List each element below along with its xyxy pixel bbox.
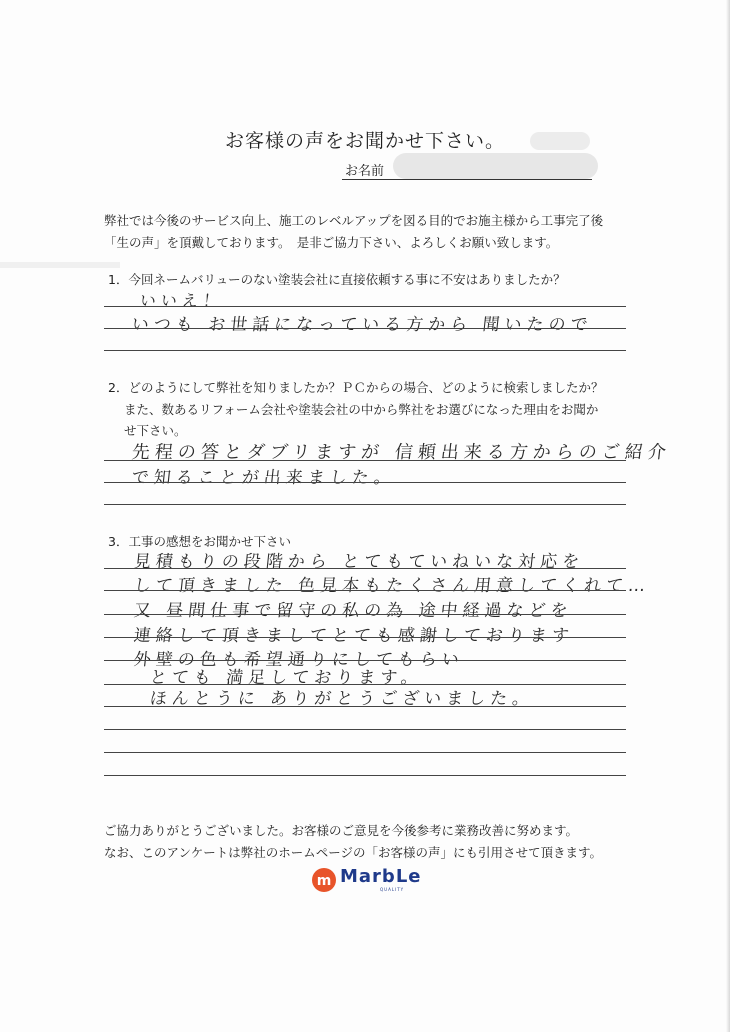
logo-subtext: QUALITY xyxy=(380,887,405,892)
q3-answer-line-3: 又 昼間仕事で留守の私の為 途中経過などを xyxy=(132,601,574,621)
name-underline xyxy=(342,179,592,180)
answer-rule xyxy=(104,568,626,569)
intro-line-1: 弊社では今後のサービス向上、施工のレベルアップを図る目的でお施主様から工事完了後 xyxy=(104,213,604,228)
footer-line-2: なお、このアンケートは弊社のホームページの「お客様の声」にも引用させて頂きます。 xyxy=(104,845,603,860)
q2-question-line-3: せ下さい。 xyxy=(124,423,187,438)
answer-rule xyxy=(104,590,626,591)
q3-answer-line-4: 連絡して頂きましてとても感謝しております xyxy=(132,626,575,646)
q2-question-line-2: また、数あるリフォーム会社や塗装会社の中から弊社をお選びになった理由をお聞か xyxy=(124,402,599,417)
intro-line-2: 「生の声」を頂戴しております。 是非ご協力下さい、よろしくお願い致します。 xyxy=(104,235,559,250)
q3-answer-line-6: とても 満足しております。 xyxy=(148,668,424,688)
q3-answer-line-1: 見積もりの段階から とてもていねいな対応を xyxy=(132,552,586,572)
scan-mark xyxy=(0,262,120,268)
q2-answer-line-2: で知ることが出来ました。 xyxy=(130,468,397,488)
answer-rule xyxy=(104,350,626,351)
logo-mark-letter: m xyxy=(316,873,332,889)
q1-answer-line-1: いいえ！ xyxy=(138,291,225,310)
q1-answer-line-2: いつも お世話になっている方から 聞いたので xyxy=(130,315,594,335)
answer-rule xyxy=(104,729,626,730)
answer-rule xyxy=(104,684,626,685)
q3-question: 3．工事の感想をお聞かせ下さい xyxy=(108,534,291,549)
logo-mark-icon xyxy=(310,866,342,894)
footer-line-1: ご協力ありがとうございました。お客様のご意見を今後参考に業務改善に努めます。 xyxy=(104,823,579,838)
scan-edge-shadow xyxy=(726,0,730,1032)
answer-rule xyxy=(104,706,626,707)
name-redaction xyxy=(393,153,598,179)
name-label: お名前 xyxy=(345,164,385,179)
title-smudge xyxy=(530,132,590,150)
q1-question: 1．今回ネームバリューのない塗装会社に直接依頼する事に不安はありましたか？ xyxy=(108,272,566,287)
answer-rule xyxy=(104,328,626,329)
q3-answer-line-2: して頂きました 色見本もたくさん用意してくれて… xyxy=(132,576,652,596)
q3-answer-line-5: 外壁の色も希望通りにしてもらい xyxy=(132,650,465,670)
q2-answer-line-1: 先程の答とダブリますが 信頼出来る方からのご紹介 xyxy=(130,442,672,463)
page-title: お客様の声をお聞かせ下さい。 xyxy=(224,130,505,152)
answer-rule xyxy=(104,504,626,505)
answer-rule xyxy=(104,614,626,615)
answer-rule xyxy=(104,460,626,461)
answer-rule xyxy=(104,637,626,638)
q3-answer-line-7: ほんとうに ありがとうございました。 xyxy=(148,689,536,709)
logo-wordmark: MarbLe xyxy=(340,866,422,887)
answer-rule xyxy=(104,752,626,753)
answer-rule xyxy=(104,306,626,307)
answer-rule xyxy=(104,775,626,776)
answer-rule xyxy=(104,660,626,661)
answer-rule xyxy=(104,482,626,483)
q2-question-line-1: 2．どのようにして弊社を知りましたか？ＰＣからの場合、どのように検索しましたか？ xyxy=(108,380,604,395)
